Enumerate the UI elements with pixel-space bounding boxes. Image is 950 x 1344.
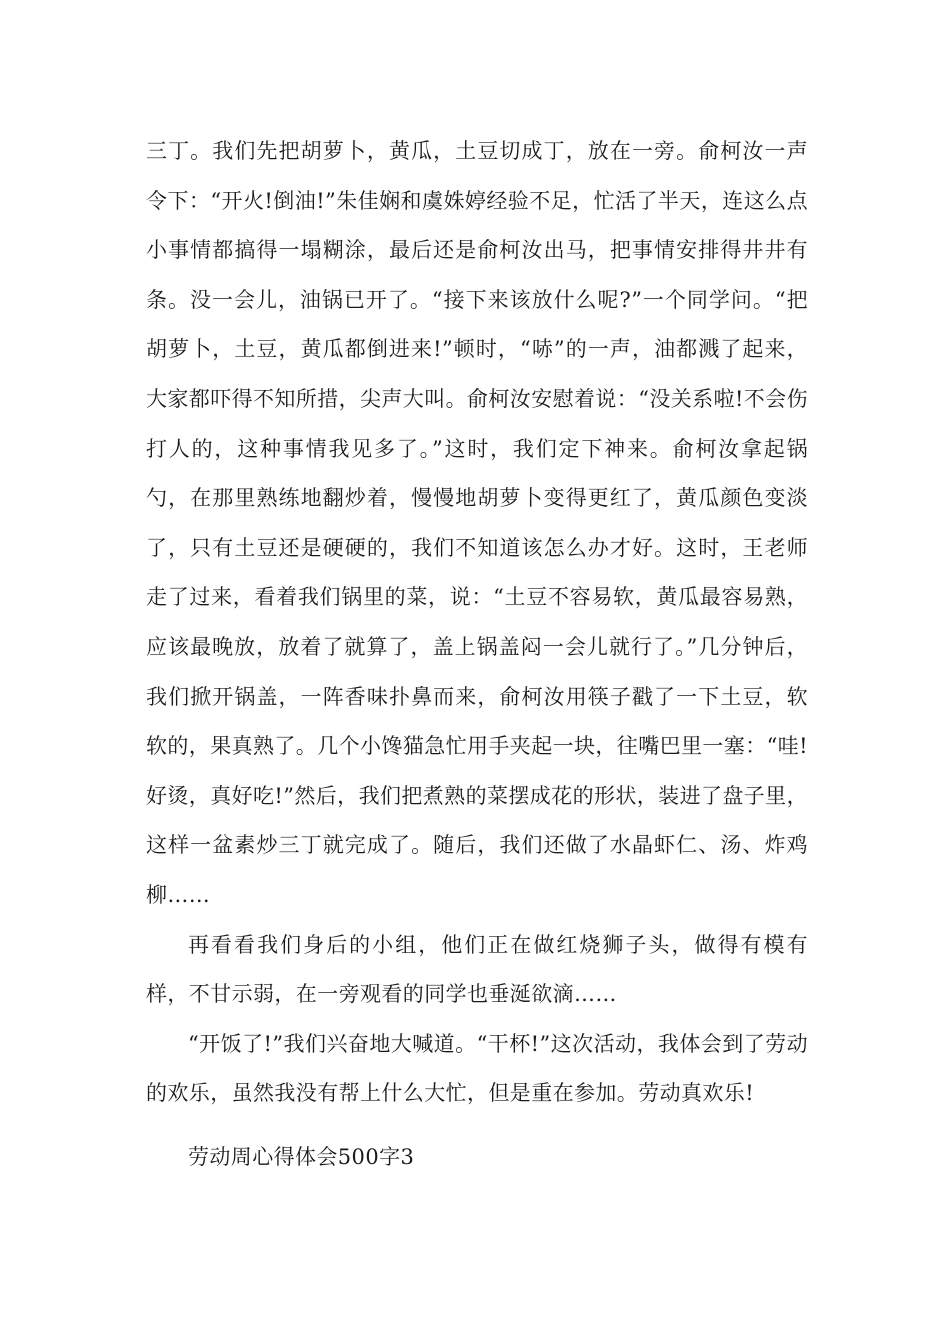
paragraph-conclusion: “开饭了!”我们兴奋地大喊道。“干杯!”这次活动，我体会到了劳动的欢乐，虽然我没有帮上什么大忙，但是重在参加。劳动真欢乐! xyxy=(146,1031,808,1106)
paragraph-cooking-story: 三丁。我们先把胡萝卜，黄瓜，土豆切成丁，放在一旁。俞柯汝一声令下：“开火!倒油!”朱佳娴和虞姝婷经验不足，忙活了半天，连这么点小事情都搞得一塌糊涂，最后还是俞柯汝出马，把事情安排得井井有条。没一会儿，油锅已开了。“接下来该放什么呢?”一个同学问。“把胡萝卜，土豆，黄瓜都倒进来!”顿时，“哧”的一声，油都溅了起来，大家都吓得不知所措，尖声大叫。俞柯汝安慰着说：“没关系啦!不会伤打人的，这种事情我见多了。”这时，我们定下神来。俞柯汝拿起锅勺，在那里熟练地翻炒着，慢慢地胡萝卜变得更红了，黄瓜颜色变淡了，只有土豆还是硬硬的，我们不知道该怎么办才好。这时，王老师走了过来，看着我们锅里的菜，说：“土豆不容易软，黄瓜最容易熟，应该最晚放，放着了就算了，盖上锅盖闷一会儿就行了。”几分钟后，我们掀开锅盖，一阵香味扑鼻而来，俞柯汝用筷子戳了一下土豆，软软的，果真熟了。几个小馋猫急忙用手夹起一块，往嘴巴里一塞：“哇!好烫，真好吃!”然后，我们把煮熟的菜摆成花的形状，装进了盘子里，这样一盆素炒三丁就完成了。随后，我们还做了水晶虾仁、汤、炸鸡柳…… xyxy=(146,139,808,907)
paragraph-other-group: 再看看我们身后的小组，他们正在做红烧狮子头，做得有模有样，不甘示弱，在一旁观看的同学也垂涎欲滴…… xyxy=(146,932,808,1007)
section-heading: 劳动周心得体会500字3 xyxy=(188,1144,415,1169)
document-body xyxy=(146,127,808,1182)
